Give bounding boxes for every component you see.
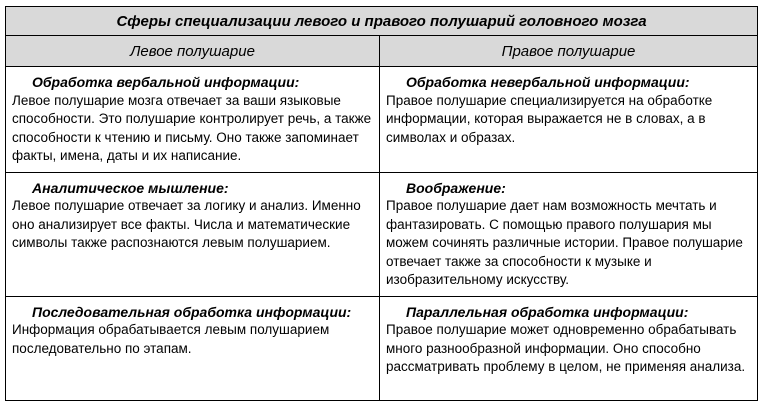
cell-heading: Параллельная обработка информации: bbox=[406, 303, 689, 320]
table-title-row bbox=[6, 7, 758, 36]
table-row bbox=[6, 296, 758, 400]
table-cell-left bbox=[6, 172, 380, 296]
cell-heading: Обработка невербальной информации: bbox=[406, 74, 690, 90]
cell-text: Левое полушарие мозга отвечает за ваши языковые способности. Это полушарие контролирует речь, а также способности к чтению и письму. Оно также запоминает факты, имена, даты и их написание. bbox=[12, 92, 372, 163]
cell-text: Левое полушарие отвечает за логику и анализ. Именно оно анализирует все факты. Числа и математические символы также распознаются левым полушарием. bbox=[12, 198, 361, 250]
comparison-table bbox=[5, 6, 758, 401]
cell-heading: Аналитическое мышление: bbox=[32, 179, 229, 196]
cell-content bbox=[6, 67, 379, 172]
cell-text: Правое полушарие дает нам возможность мечтать и фантазировать. С помощью правого полушария мы можем сочинять различные истории. Правое полушарие отвечает также за способности к музыке и изобразительному искусству. bbox=[386, 198, 743, 287]
cell-content bbox=[380, 297, 757, 383]
cell-heading: Воображение: bbox=[406, 179, 506, 196]
table-cell-left bbox=[6, 296, 380, 400]
table-row bbox=[6, 67, 758, 173]
cell-content bbox=[380, 173, 757, 296]
cell-content bbox=[380, 67, 757, 153]
cell-text: Правое полушарие может одновременно обрабатывать много разнообразной информации. Оно способно рассматривать проблему в целом, не применяя анализа. bbox=[386, 322, 746, 374]
cell-text: Информация обрабатывается левым полушарием последовательно по этапам. bbox=[12, 322, 330, 356]
table-cell-left bbox=[6, 67, 380, 173]
cell-content bbox=[6, 173, 379, 259]
table-cell-right bbox=[380, 67, 758, 173]
table-row bbox=[6, 172, 758, 296]
cell-text: Правое полушарие специализируется на обработке информации, которая выражается не в словах, а в символах и образах. bbox=[386, 92, 713, 145]
column-header-left: Левое полушарие bbox=[6, 36, 380, 67]
table-header-row bbox=[6, 36, 758, 67]
table-title: Сферы специализации левого и правого полушарий головного мозга bbox=[6, 7, 758, 36]
cell-heading: Последовательная обработка информации: bbox=[32, 303, 352, 320]
column-header-right: Правое полушарие bbox=[380, 36, 758, 67]
cell-content bbox=[6, 297, 379, 365]
table-cell-right bbox=[380, 296, 758, 400]
cell-heading: Обработка вербальной информации: bbox=[32, 74, 300, 90]
comparison-table-wrapper bbox=[5, 6, 757, 401]
table-cell-right bbox=[380, 172, 758, 296]
